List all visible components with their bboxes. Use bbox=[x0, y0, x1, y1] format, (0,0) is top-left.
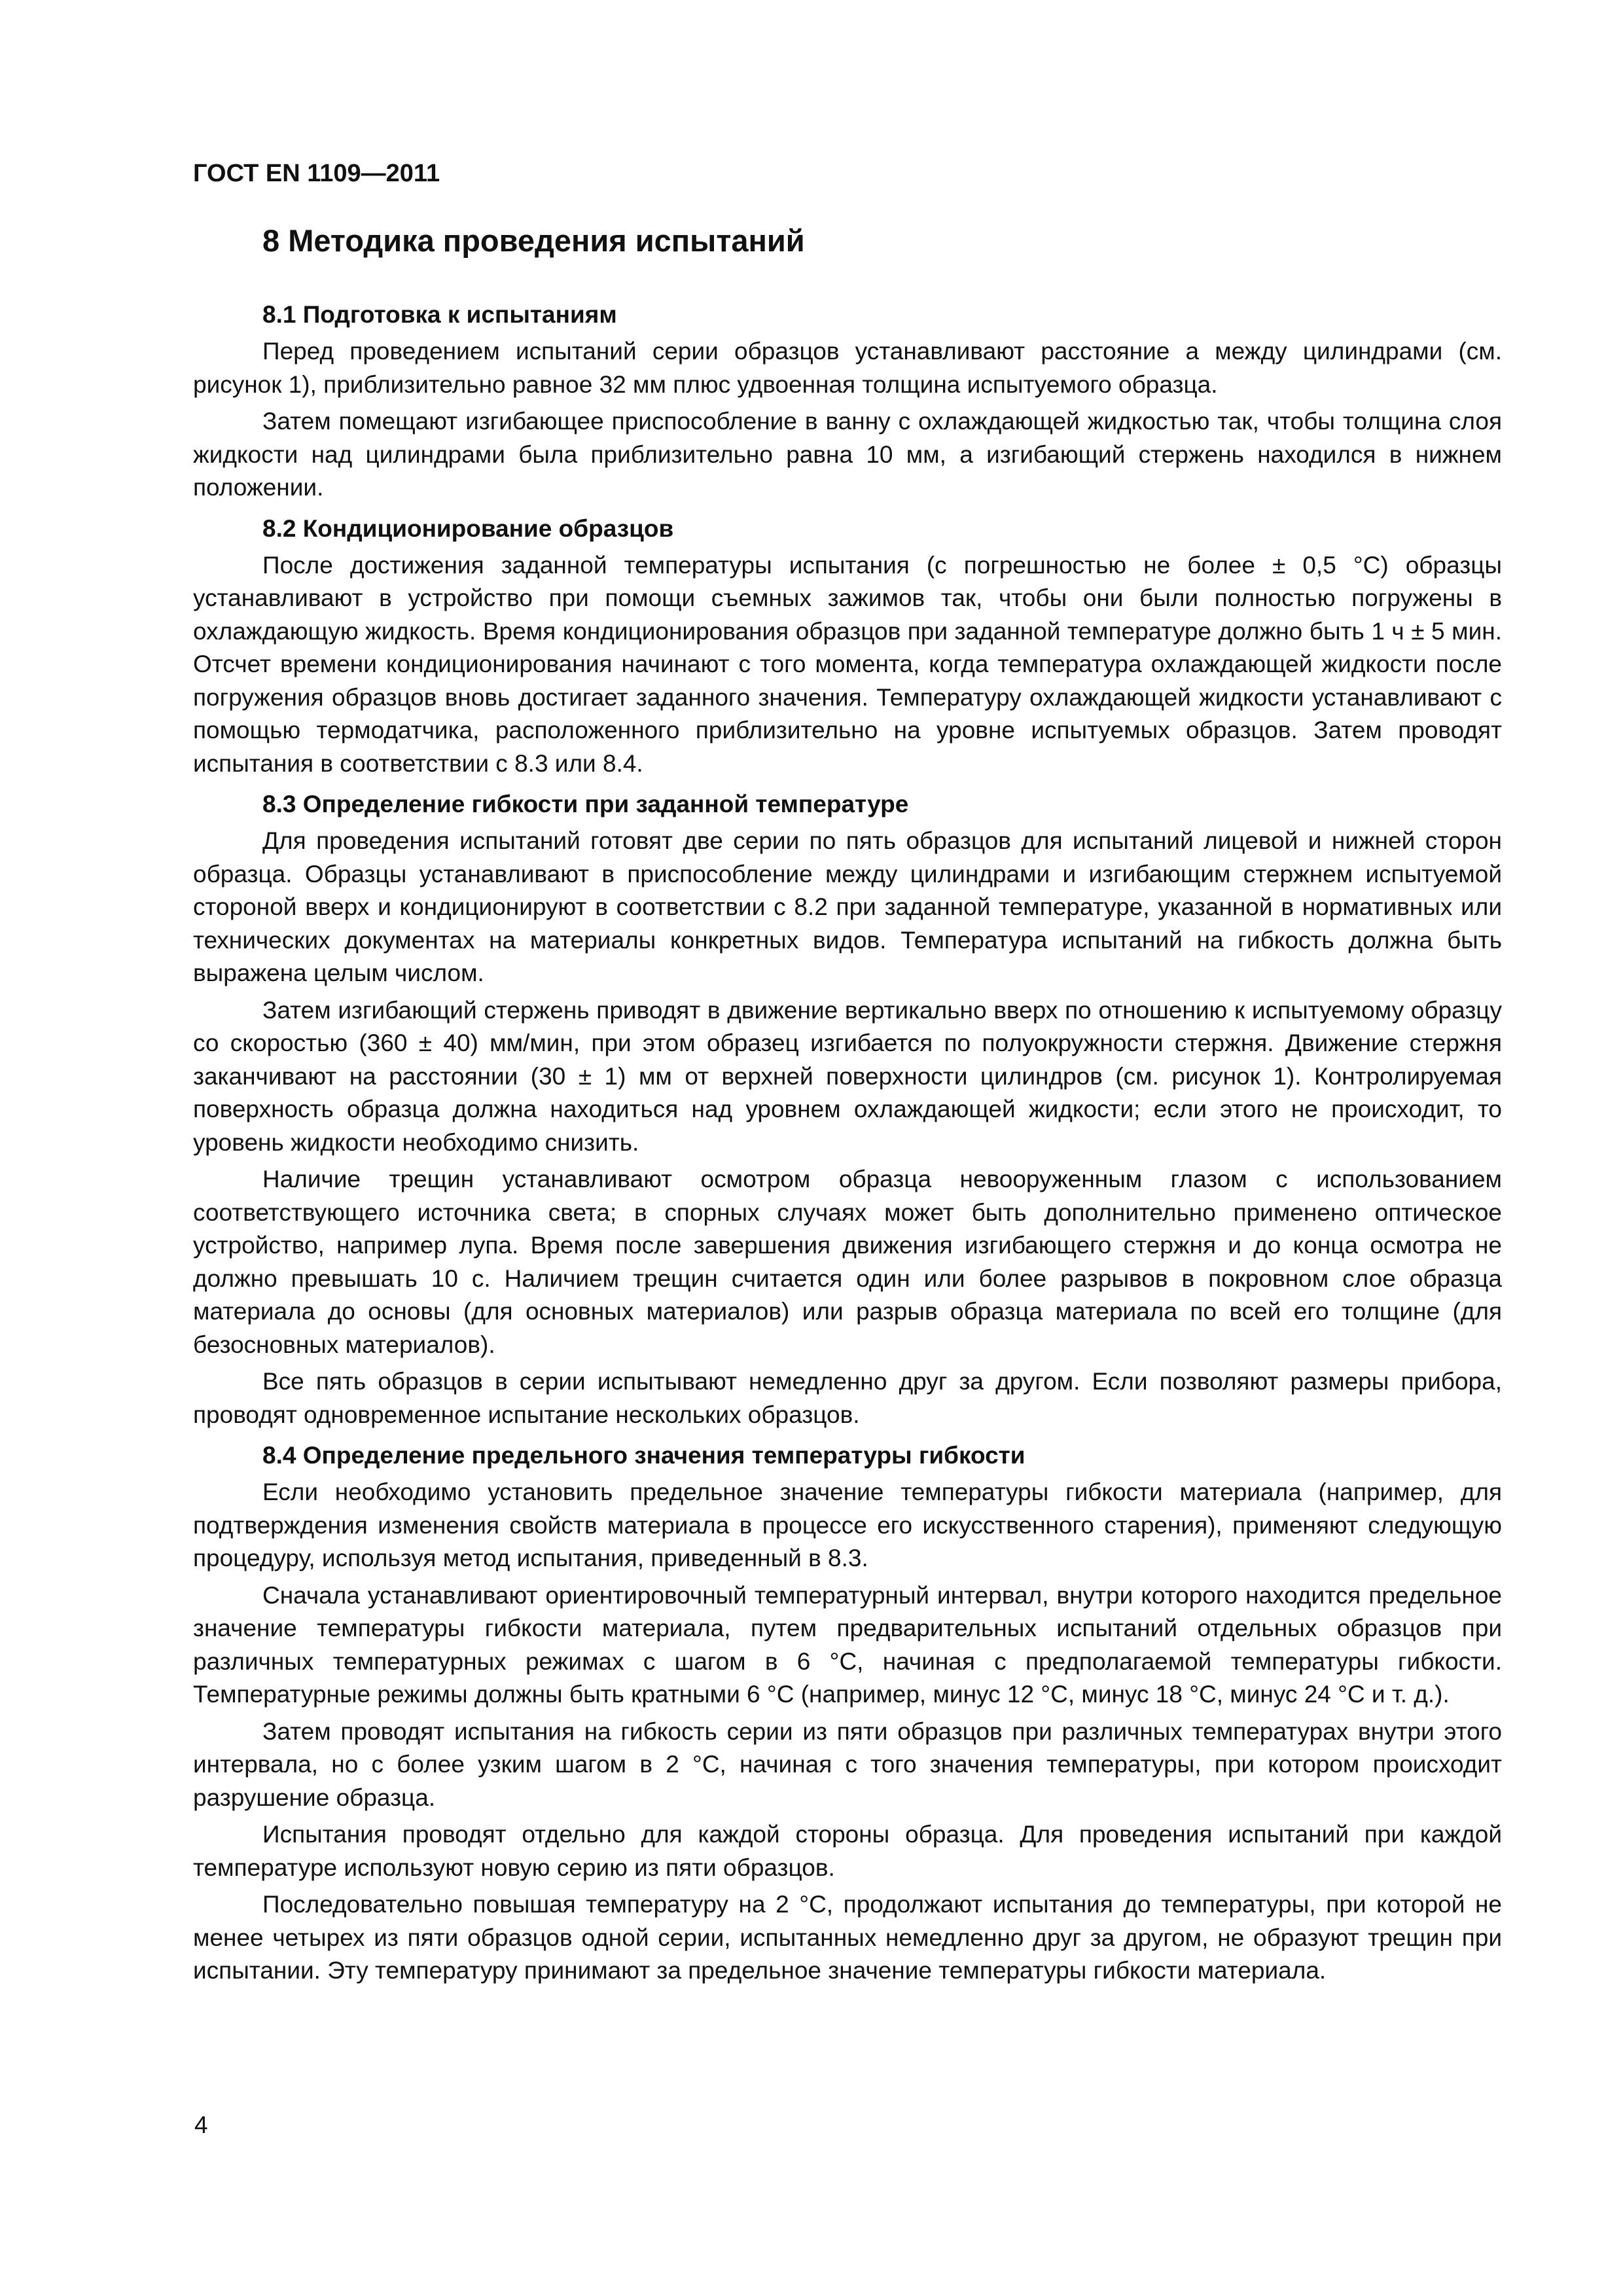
page-number: 4 bbox=[194, 2111, 208, 2138]
section-title: 8.3 Определение гибкости при заданной температуре bbox=[262, 791, 909, 817]
paragraph: Затем изгибающий стержень приводят в движение вертикально вверх по отношению к испытуемому образцу со скоростью (360 ± 40) мм/мин, при этом образец изгибается по полуокружности стержня. Движение стержня заканчивают на расстоянии (30 ± 1) мм от верхней поверхности цилиндров (см. рисунок 1). Контролируемая поверхность образца должна находиться над уровнем охлаждающей жидкости; если этого не происходит, то уровень жидкости необходимо снизить. bbox=[193, 996, 1502, 1156]
paragraph: Затем помещают изгибающее приспособление в ванну с охлаждающей жидкостью так, чтобы толщина слоя жидкости над цилиндрами была приблизительно равна 10 мм, а изгибающий стержень находился в нижнем положении. bbox=[193, 408, 1502, 501]
paragraph: Все пять образцов в серии испытывают немедленно друг за другом. Если позволяют размеры прибора, проводят одновременное испытание нескольких образцов. bbox=[193, 1368, 1502, 1428]
paragraph: Затем проводят испытания на гибкость серии из пяти образцов при различных температурах внутри этого интервала, но с более узким шагом в 2 °С, начиная с того значения температуры, при котором происходит разрушение образца. bbox=[193, 1717, 1502, 1811]
section-title: 8.1 Подготовка к испытаниям bbox=[262, 301, 617, 328]
document-page bbox=[193, 157, 1502, 1996]
paragraph: Испытания проводят отдельно для каждой стороны образца. Для проведения испытаний при каждой температуре используют новую серию из пяти образцов. bbox=[193, 1821, 1502, 1881]
paragraph: Если необходимо установить предельное значение температуры гибкости материала (например, для подтверждения изменения свойств материала в процессе его искусственного старения), применяют следующую процедуру, используя метод испытания, приведенный в 8.3. bbox=[193, 1479, 1502, 1571]
paragraph: После достижения заданной температуры испытания (с погрешностью не более ± 0,5 °С) образцы устанавливают в устройство при помощи съемных зажимов так, чтобы они были полностью погружены в охлаждающую жидкость. Время кондиционирования образцов при заданной температуре должно быть 1 ч ± 5 мин. Отсчет времени кондиционирования начинают с того момента, когда температура охлаждающей жидкости после погружения образцов вновь достигает заданного значения. Температуру охлаждающей жидкости устанавливают с помощью термодатчика, расположенного приблизительно на уровне испытуемых образцов. Затем проводят испытания в соответствии с 8.3 или 8.4. bbox=[193, 551, 1502, 777]
paragraph: Сначала устанавливают ориентировочный температурный интервал, внутри которого находится предельное значение температуры гибкости материала, путем предварительных испытаний отдельных образцов при различных температурных режимах с шагом в 6 °С, начиная с предполагаемой температуры гибкости. Температурные режимы должны быть кратными 6 °С (например, минус 12 °С, минус 18 °С, минус 24 °С и т. д.). bbox=[193, 1581, 1502, 1708]
paragraph: Для проведения испытаний готовят две серии по пять образцов для испытаний лицевой и нижней сторон образца. Образцы устанавливают в приспособление между цилиндрами и изгибающим стержнем испытуемой стороной вверх и кондиционируют в соответствии с 8.2 при заданной температуре, указанной в нормативных или технических документах на материалы конкретных видов. Температура испытаний на гибкость должна быть выражена целым числом. bbox=[193, 827, 1502, 986]
section-title: 8.2 Кондиционирование образцов bbox=[262, 514, 674, 542]
paragraph: Последовательно повышая температуру на 2 °С, продолжают испытания до температуры, при которой не менее четырех из пяти образцов одной серии, испытанных немедленно друг за другом, не образуют трещин при испытании. Эту температуру принимают за предельное значение температуры гибкости материала. bbox=[193, 1891, 1502, 1984]
paragraph: Перед проведением испытаний серии образцов устанавливают расстояние a между цилиндрами (см. рисунок 1), приблизительно равное 32 мм плюс удвоенная толщина испытуемого образца. bbox=[193, 338, 1502, 398]
section-title: 8.4 Определение предельного значения температуры гибкости bbox=[262, 1442, 1026, 1469]
chapter-title: 8 Методика проведения испытаний bbox=[262, 223, 805, 258]
section-8-3 bbox=[193, 788, 1502, 1431]
paragraph: Наличие трещин устанавливают осмотром образца невооруженным глазом с использованием соответствующего источника света; в спорных случаях может быть дополнительно применено оптическое устройство, например лупа. Время после завершения движения изгибающего стержня и до конца осмотра не должно превышать 10 с. Наличием трещин считается один или более разрывов в покровном слое образца материала до основы (для основных материалов) или разрыв образца материала по всей его толщине (для безосновных материалов). bbox=[193, 1166, 1502, 1358]
section-8-4 bbox=[193, 1439, 1502, 1988]
document-code: ГОСТ EN 1109—2011 bbox=[193, 160, 440, 187]
section-8-1 bbox=[193, 298, 1502, 505]
section-8-2 bbox=[193, 512, 1502, 781]
